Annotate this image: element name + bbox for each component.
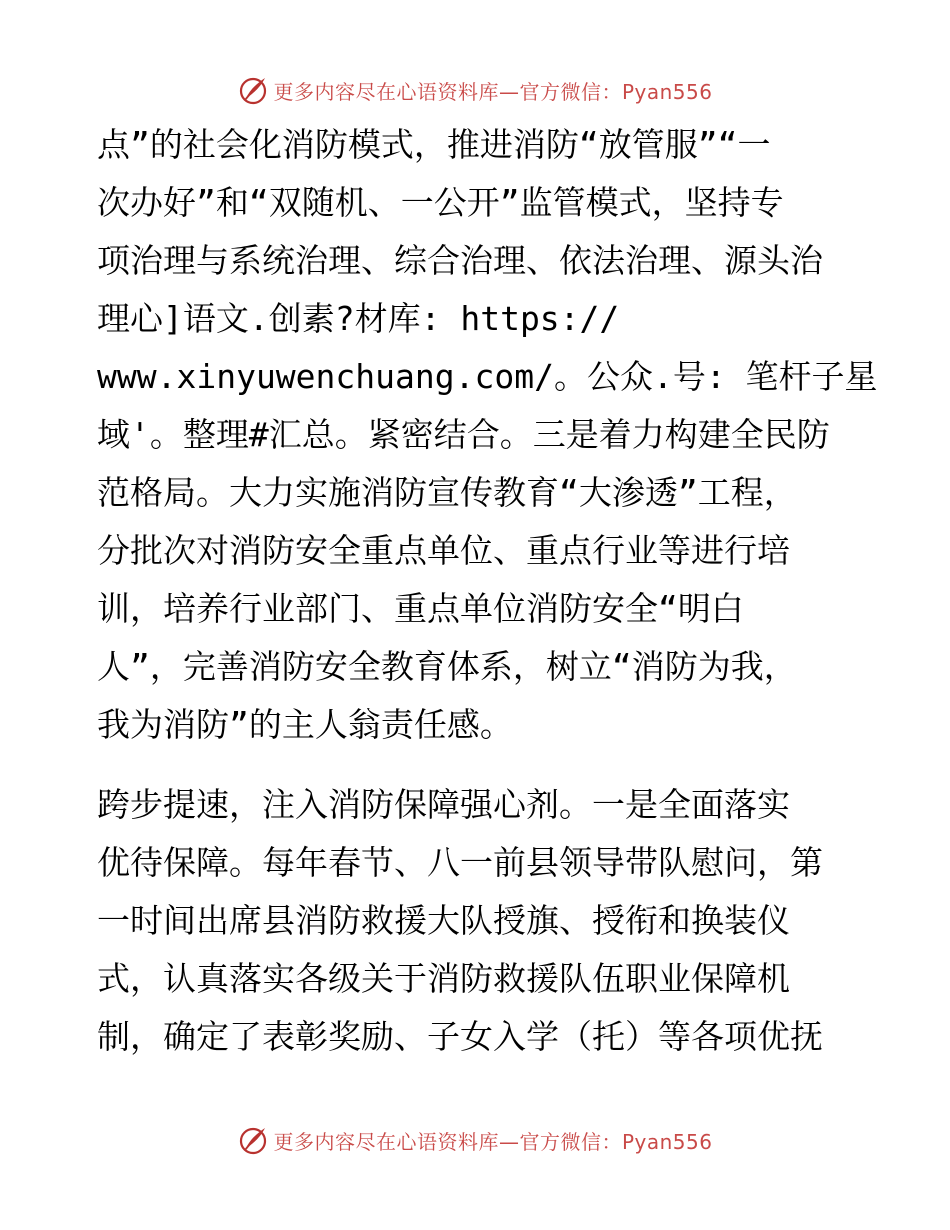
- banner-text: 更多内容尽在心语资料库—官方微信：Pyan556: [273, 1129, 713, 1154]
- text-line: www.xinyuwenchuang.com/。公众.号: 笔杆子星: [97, 357, 878, 396]
- footer-banner: [0, 1120, 950, 1160]
- text-line: 制，确定了表彰奖励、子女入学（托）等各项优抚: [97, 1017, 823, 1056]
- text-line: 次办好”和“双随机、一公开”监管模式，坚持专: [97, 183, 784, 222]
- text-line: 分批次对消防安全重点单位、重点行业等进行培: [97, 531, 790, 570]
- text-line: 训，培养行业部门、重点单位消防安全“明白: [97, 589, 744, 628]
- body-paragraph-1: [97, 116, 878, 754]
- banner-text: 更多内容尽在心语资料库—官方微信：Pyan556: [273, 79, 713, 104]
- text-line: 范格局。大力实施消防宣传教育“大渗透”工程，: [97, 473, 797, 512]
- feather-pen-logo-icon: [237, 74, 269, 106]
- text-line: 优待保障。每年春节、八一前县领导带队慰问，第: [97, 843, 823, 882]
- body-paragraph-2: [97, 776, 857, 1066]
- text-line: 式，认真落实各级关于消防救援队伍职业保障机: [97, 959, 790, 998]
- header-banner: [0, 70, 950, 110]
- text-line: 人”，完善消防安全教育体系，树立“消防为我，: [97, 647, 797, 686]
- text-line: 跨步提速，注入消防保障强心剂。一是全面落实: [97, 785, 790, 824]
- text-line: 点”的社会化消防模式，推进消防“放管服”“一: [97, 125, 771, 164]
- text-line: 一时间出席县消防救援大队授旗、授衔和换装仪: [97, 901, 790, 940]
- text-line: 我为消防”的主人翁责任感。: [97, 705, 513, 744]
- text-line: 域'。整理#汇总。紧密结合。三是着力构建全民防: [97, 415, 830, 454]
- feather-pen-logo-icon: [237, 1124, 269, 1156]
- text-line: 理心]语文.创素?材库: https://: [97, 299, 620, 338]
- text-line: 项治理与系统治理、综合治理、依法治理、源头治: [97, 241, 823, 280]
